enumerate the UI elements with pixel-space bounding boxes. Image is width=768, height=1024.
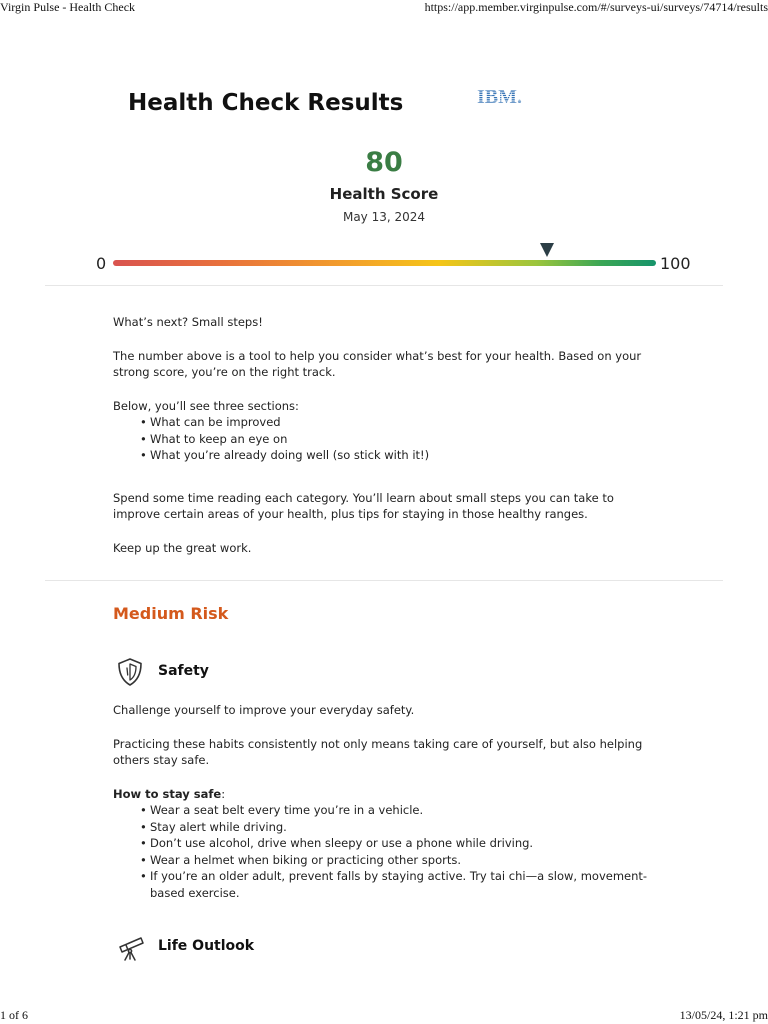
health-score-date: May 13, 2024 <box>342 210 426 224</box>
page-title: Health Check Results <box>128 90 404 116</box>
gauge-min-label: 0 <box>96 254 107 273</box>
divider <box>45 285 723 286</box>
shield-icon <box>113 655 147 689</box>
intro-paragraph: The number above is a tool to help you consider what’s best for your health. Based on your strong score, you’re on the right track. <box>113 348 642 379</box>
list-item: • Don’t use alcohol, drive when sleepy or use a phone while driving. <box>150 835 658 852</box>
intro-paragraph: Below, you’ll see three sections: <box>113 398 299 413</box>
list-item: • Wear a helmet when biking or practicing other sports. <box>150 852 658 869</box>
list-item: • Stay alert while driving. <box>150 819 658 836</box>
print-page-title: Virgin Pulse - Health Check <box>0 0 136 14</box>
print-footer <box>0 1008 768 1022</box>
safety-paragraph: Challenge yourself to improve your everyday safety. <box>113 703 415 717</box>
score-marker-icon <box>540 243 554 257</box>
intro-closing: Keep up the great work. <box>113 540 252 555</box>
intro-heading: What’s next? Small steps! <box>113 315 263 329</box>
logo-text: IBM. <box>477 86 522 106</box>
list-item: • If you’re an older adult, prevent falls by staying active. Try tai chi—a slow, movement-based exercise. <box>150 868 658 901</box>
ibm-logo <box>477 86 525 106</box>
list-item: • What you’re already doing well (so stick with it!) <box>150 447 658 464</box>
life-outlook-section-title: Life Outlook <box>158 938 255 954</box>
risk-level-heading: Medium Risk <box>113 604 229 623</box>
intro-paragraph: Spend some time reading each category. You’ll learn about small steps you can take to improve certain areas of your health, plus tips for staying in those healthy ranges. <box>113 490 614 521</box>
list-item: • Wear a seat belt every time you’re in a vehicle. <box>150 802 658 819</box>
list-item: • What can be improved <box>150 414 658 431</box>
safety-section-title: Safety <box>158 663 209 679</box>
safety-section <box>113 702 658 901</box>
health-score-value: 80 <box>365 147 403 178</box>
print-datetime: 13/05/24, 1:21 pm <box>679 1008 768 1022</box>
list-item: • What to keep an eye on <box>150 431 658 448</box>
sections-list <box>113 414 658 464</box>
safety-list-heading-suffix: : <box>221 786 226 801</box>
safety-list-heading <box>113 786 658 803</box>
safety-section-header <box>113 655 313 689</box>
health-score-label: Health Score <box>329 185 439 203</box>
intro-section <box>113 314 658 556</box>
gauge-max-label: 100 <box>660 254 691 273</box>
print-url: https://app.member.virginpulse.com/#/surveys-ui/surveys/74714/results <box>424 0 768 14</box>
safety-tips-list <box>113 802 658 901</box>
safety-list-heading-text: How to stay safe <box>113 786 222 801</box>
safety-paragraph: Practicing these habits consistently not only means taking care of yourself, but also helping others stay safe. <box>113 736 643 767</box>
divider <box>45 580 723 581</box>
score-gauge <box>113 260 656 266</box>
print-page-count: 1 of 6 <box>0 1008 28 1022</box>
life-outlook-section-header <box>113 930 313 964</box>
telescope-icon <box>113 930 147 964</box>
print-header <box>0 0 768 14</box>
